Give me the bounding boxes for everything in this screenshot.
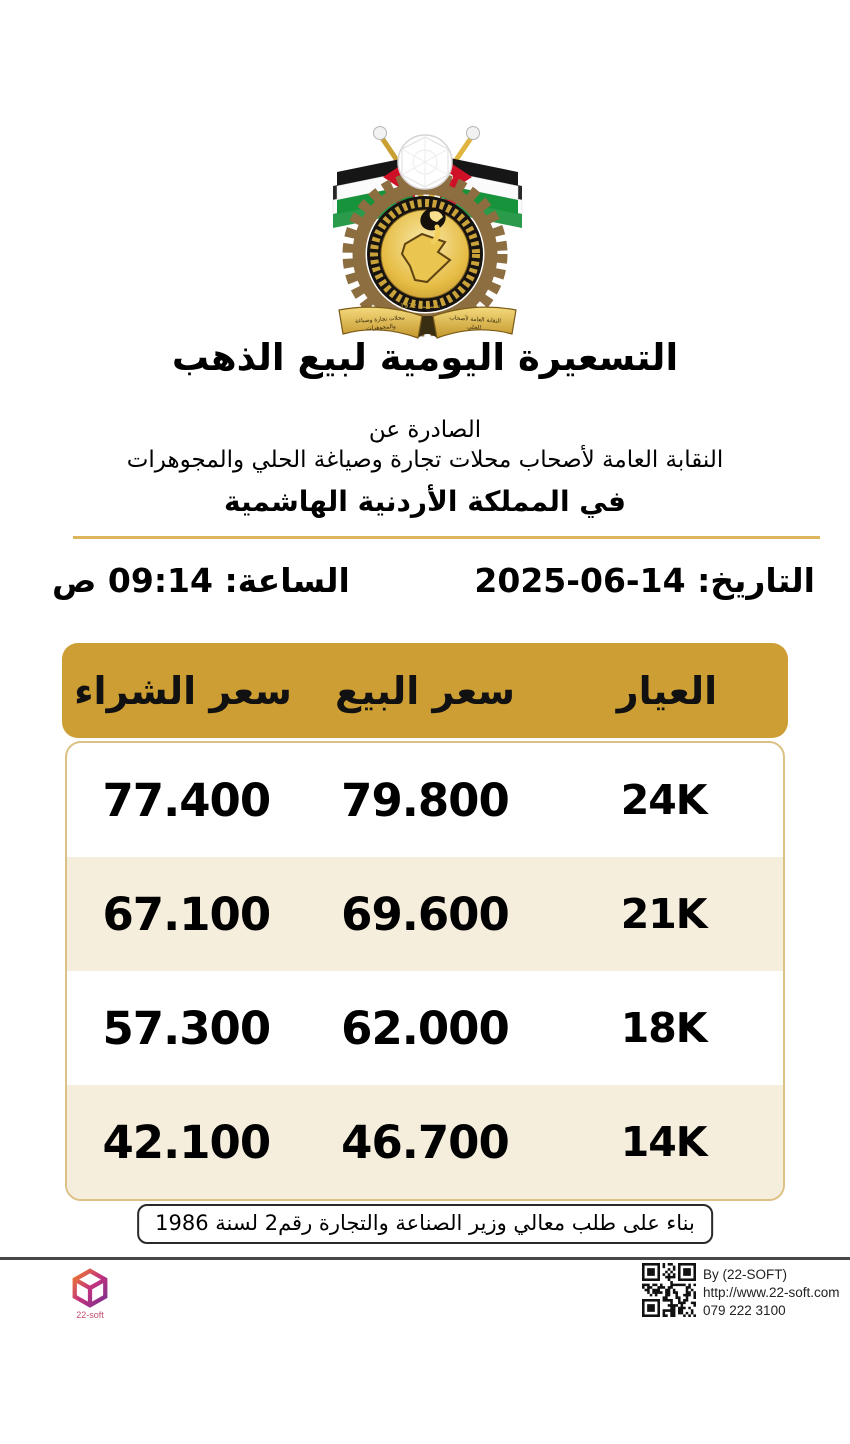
buy-price: 57.300 <box>102 1001 271 1055</box>
time-field <box>52 561 350 600</box>
vendor-logo-text: 22-soft <box>76 1310 104 1320</box>
qr-code-icon <box>642 1263 696 1317</box>
karat-value: 14K <box>620 1118 707 1166</box>
ribbon-left-text: والمجوهرات <box>365 323 396 333</box>
buy-price: 67.100 <box>102 887 271 941</box>
date-field <box>474 561 815 600</box>
table-row-18k <box>67 971 783 1085</box>
ministerial-footnote: بناء على طلب معالي وزير الصناعة والتجارة رقم2 لسنة 1986 <box>137 1204 713 1244</box>
price-table-body <box>65 741 785 1201</box>
established-year-label: تأسست 1972 <box>399 302 441 310</box>
price-table-header <box>62 643 788 738</box>
date-label: التاريخ: <box>697 561 815 600</box>
sell-price: 69.600 <box>341 887 509 941</box>
column-header-buy: سعر الشراء <box>74 668 292 713</box>
time-label: الساعة: <box>224 561 350 600</box>
sell-price: 46.700 <box>341 1115 509 1169</box>
date-value: 14-06-2025 <box>474 561 686 600</box>
sell-price: 79.800 <box>341 773 509 827</box>
buy-price: 77.400 <box>102 773 271 827</box>
sell-price: 62.000 <box>341 1001 509 1055</box>
column-header-sell: سعر البيع <box>335 668 515 713</box>
table-row-21k <box>67 857 783 971</box>
medallion-icon <box>367 196 483 312</box>
diamond-icon <box>398 135 452 189</box>
software-vendor-logo <box>66 1268 114 1320</box>
time-value: 09:14 ص <box>52 561 213 600</box>
karat-value: 24K <box>620 776 707 824</box>
table-row-24k <box>67 743 783 857</box>
credit-phone: 079 222 3100 <box>703 1302 786 1318</box>
kingdom-line: في المملكة الأردنية الهاشمية <box>224 485 626 518</box>
footer-divider <box>0 1257 850 1260</box>
syndicate-name-line: النقابة العامة لأصحاب محلات تجارة وصياغة الحلي والمجوهرات <box>126 447 724 473</box>
karat-value: 21K <box>620 890 707 938</box>
buy-price: 42.100 <box>102 1115 271 1169</box>
ribbon-left-text: محلات تجارة وصياغة <box>354 315 405 325</box>
karat-value: 18K <box>620 1004 707 1052</box>
ribbon-right-text: الحلي <box>466 324 482 332</box>
credit-by: By (22-SOFT) <box>703 1267 788 1282</box>
ribbon-right-text: النقابة العامة لأصحاب <box>449 315 502 325</box>
datetime-row <box>0 561 850 600</box>
table-row-14k <box>67 1085 783 1199</box>
credit-url: http://www.22-soft.com <box>703 1284 840 1300</box>
column-header-karat: العيار <box>616 668 718 713</box>
page-title: التسعيرة اليومية لبيع الذهب <box>171 336 679 379</box>
qr-code <box>642 1263 696 1317</box>
issued-by-line: الصادرة عن <box>368 417 482 443</box>
gold-divider <box>73 536 820 539</box>
software-credits <box>703 1266 840 1320</box>
cube-logo-icon <box>69 1268 111 1310</box>
syndicate-logo <box>330 120 525 346</box>
syndicate-emblem-icon <box>330 120 525 346</box>
